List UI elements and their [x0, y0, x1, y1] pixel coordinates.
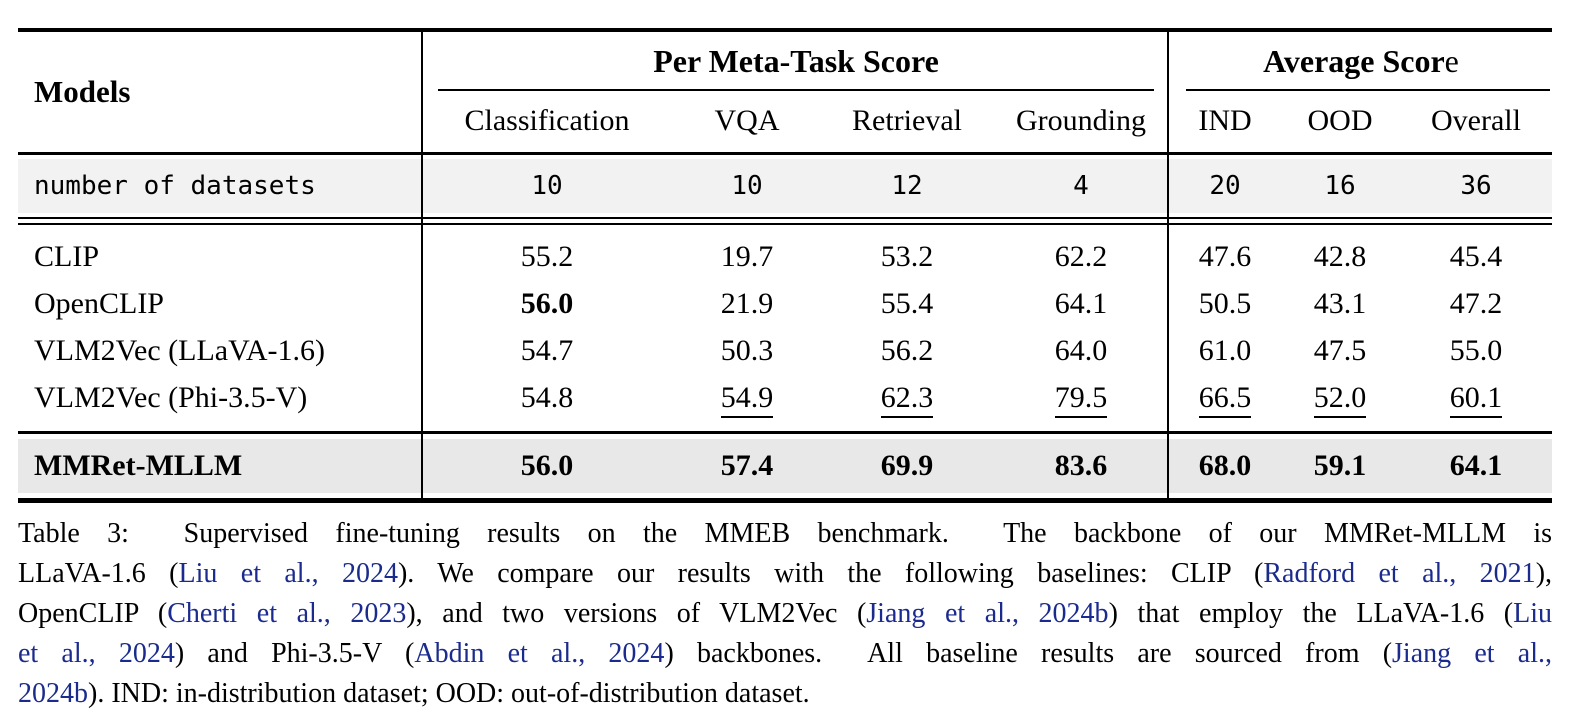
table-header: [18, 32, 1552, 152]
score-cell: 50.3: [720, 333, 774, 367]
group-header-per-meta-task-label: Per Meta-Task Score: [653, 42, 939, 79]
score-cell: 47.2: [1449, 286, 1503, 320]
table-row: [18, 280, 1552, 327]
cmidrule-average: [1186, 89, 1550, 91]
score-cell: 19.7: [720, 239, 774, 273]
caption-text: ). We compare our results with the following baselines: CLIP (: [397, 558, 1264, 589]
citation-link[interactable]: 2024b: [18, 678, 88, 709]
group-header-per-meta-task: [422, 43, 1170, 80]
score-cell: 64.1: [1054, 286, 1108, 320]
score-cell: 55.2: [520, 239, 574, 273]
cell-value: 59.1: [1313, 449, 1367, 482]
group-header-average-score: [1170, 43, 1552, 80]
cell-value: 54.9: [721, 381, 774, 418]
table-3-figure: [18, 28, 1552, 503]
citation-link[interactable]: Jiang et al.,: [1392, 638, 1552, 669]
score-cell: 21.9: [720, 286, 774, 320]
model-name: VLM2Vec (Phi-3.5-V): [34, 380, 308, 414]
table-row: [18, 327, 1552, 374]
vertical-divider-models: [421, 32, 423, 498]
caption-text: ) and Phi-3.5-V (: [174, 638, 415, 669]
score-cell: 47.5: [1313, 333, 1367, 367]
caption-text: ) that employ the LLaVA-1.6 (: [1108, 598, 1514, 629]
caption-line: [18, 634, 1552, 674]
cell-value: 79.5: [1055, 381, 1108, 418]
pre-highlight-rule: [18, 431, 1552, 434]
cmidrule-meta-task: [438, 89, 1154, 91]
models-column-header: Models: [34, 74, 131, 109]
caption-text: ) backbones. All baseline results are sourced from (: [664, 638, 1393, 669]
group-header-average-score-label: Average Scor: [1263, 42, 1445, 79]
score-cell: [992, 451, 1170, 481]
vertical-divider-average: [1167, 32, 1169, 498]
column-header-grounding: Grounding: [1016, 104, 1146, 137]
citation-link[interactable]: Abdin et al., 2024: [414, 638, 665, 669]
cell-value: 66.5: [1199, 381, 1252, 418]
score-cell: [672, 451, 822, 481]
citation-link[interactable]: Liu et al., 2024: [178, 558, 398, 589]
score-cell: [1400, 380, 1552, 414]
score-cell: 64.0: [1054, 333, 1108, 367]
datasets-count-cell: 10: [731, 171, 763, 201]
caption-text: Table 3: Supervised fine-tuning results on the MMEB benchmark. The backbone of our MMRet-MLLM is: [18, 518, 1552, 549]
cell-value: 60.1: [1450, 381, 1503, 418]
score-cell: 47.6: [1198, 239, 1252, 273]
datasets-count-cell: 16: [1324, 171, 1356, 201]
score-cell: 61.0: [1198, 333, 1252, 367]
table-row: [18, 233, 1552, 280]
datasets-count-cell: 4: [1073, 171, 1089, 201]
baseline-rows: [18, 225, 1552, 431]
table-bottom-rule: [18, 498, 1552, 503]
score-cell: 54.8: [520, 380, 574, 414]
cell-value: 64.1: [1449, 449, 1503, 482]
score-cell: 55.4: [880, 286, 934, 320]
score-cell: [422, 286, 672, 320]
score-cell: 50.5: [1198, 286, 1252, 320]
datasets-count-cell: 20: [1209, 171, 1241, 201]
score-cell: [422, 451, 672, 481]
score-cell: [1280, 380, 1400, 414]
caption-line: [18, 514, 1552, 554]
citation-link[interactable]: Liu: [1513, 598, 1552, 629]
column-header-vqa: VQA: [714, 104, 780, 137]
cell-value: 56.0: [520, 449, 574, 482]
score-cell: [822, 451, 992, 481]
column-header-row: [18, 90, 1552, 152]
caption-text: ),: [1535, 558, 1553, 589]
model-name: OpenCLIP: [34, 286, 164, 320]
score-cell: [992, 380, 1170, 414]
score-cell: 53.2: [880, 239, 934, 273]
mmret-mllm-row: [18, 439, 1552, 493]
table-caption: [18, 514, 1552, 714]
score-cell: [822, 380, 992, 414]
caption-text: LLaVA-1.6 (: [18, 558, 179, 589]
score-cell: 45.4: [1449, 239, 1503, 273]
score-cell: [1280, 451, 1400, 481]
datasets-count-cell: 12: [891, 171, 923, 201]
score-cell: [672, 380, 822, 414]
mmret-mllm-label: MMRet-MLLM: [34, 449, 243, 482]
column-header-overall: Overall: [1431, 104, 1521, 137]
datasets-row-label: number of datasets: [34, 171, 316, 201]
group-header-average-score-label-tail: e: [1444, 42, 1459, 79]
cell-value: 56.0: [520, 286, 574, 320]
column-header-ood: OOD: [1307, 104, 1373, 137]
citation-link[interactable]: et al., 2024: [18, 638, 175, 669]
cell-value: 68.0: [1198, 449, 1252, 482]
caption-text: ). IND: in-distribution dataset; OOD: out-of-distribution dataset.: [88, 678, 810, 709]
header-bottom-rule: [18, 152, 1552, 155]
column-header-ind: IND: [1198, 104, 1252, 137]
score-cell: 42.8: [1313, 239, 1367, 273]
score-cell: 43.1: [1313, 286, 1367, 320]
datasets-count-cell: 10: [531, 171, 563, 201]
datasets-count-row: [18, 159, 1552, 213]
column-header-classification: Classification: [464, 104, 630, 137]
score-cell: [1400, 451, 1552, 481]
caption-text: ), and two versions of VLM2Vec (: [406, 598, 867, 629]
double-rule: [18, 217, 1552, 225]
score-cell: 55.0: [1449, 333, 1503, 367]
model-name: CLIP: [34, 239, 100, 273]
cell-value: 57.4: [720, 449, 774, 482]
caption-line: [18, 554, 1552, 594]
score-cell: [1170, 380, 1280, 414]
citation-link[interactable]: Jiang et al., 2024b: [866, 598, 1109, 629]
score-cell: 54.7: [520, 333, 574, 367]
datasets-count-cell: 36: [1460, 171, 1492, 201]
score-cell: 56.2: [880, 333, 934, 367]
citation-link[interactable]: Cherti et al., 2023: [167, 598, 407, 629]
cell-value: 83.6: [1054, 449, 1108, 482]
caption-line: [18, 594, 1552, 634]
caption-line: [18, 674, 1552, 714]
cell-value: 69.9: [880, 449, 934, 482]
table-row: [18, 374, 1552, 421]
score-cell: [1170, 451, 1280, 481]
column-header-retrieval: Retrieval: [852, 104, 962, 137]
caption-text: OpenCLIP (: [18, 598, 168, 629]
citation-link[interactable]: Radford et al., 2021: [1263, 558, 1536, 589]
score-cell: 62.2: [1054, 239, 1108, 273]
cell-value: 62.3: [881, 381, 934, 418]
cell-value: 52.0: [1314, 381, 1367, 418]
model-name: VLM2Vec (LLaVA-1.6): [34, 333, 326, 367]
